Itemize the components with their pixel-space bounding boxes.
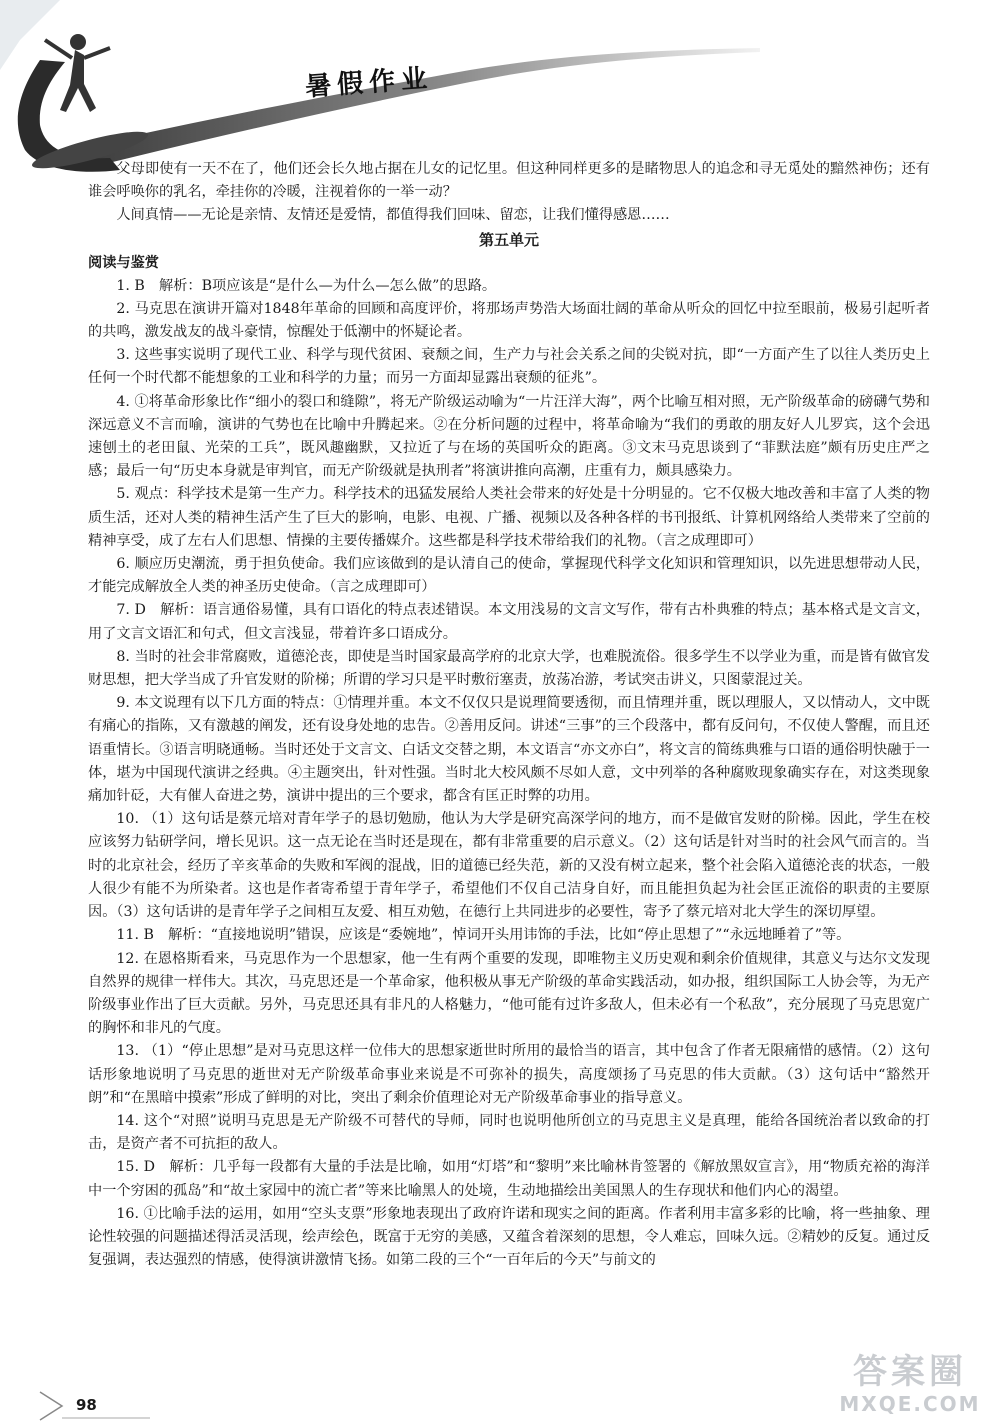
answer-item: 14. 这个“对照”说明马克思是无产阶级不可替代的导师，同时也说明他所创立的马克思主义是真理，能给各国统治者以致命的打击，是资产者不可抗拒的敌人。	[88, 1112, 930, 1153]
answer-item: 3. 这些事实说明了现代工业、科学与现代贫困、衰颓之间，生产力与社会关系之间的尖锐对抗，即“一方面产生了以往人类历史上任何一个时代都不能想象的工业和科学的力量；而另一方面却显露出衰颓的征兆”。	[88, 347, 930, 387]
answer-item: 13. （1）“停止思想”是对马克思这样一位伟大的思想家逝世时所用的最恰当的语言，其中包含了作者无限痛惜的感情。（2）这句话形象地说明了马克思的逝世对无产阶级革命事业来说是不可弥补的损失，高度颂扬了马克思的伟大贡献。（3）这句话中“豁然开朗”和“在黑暗中摸索”形成了鲜明的对比，突出了剩余价值理论对无产阶级革命事业的指导意义。	[88, 1043, 930, 1106]
answer-item: 8. 当时的社会非常腐败，道德沦丧，即使是当时国家最高学府的北京大学，也难脱流俗。很多学生不以学业为重，而是皆有做官发财思想，把大学当成了升官发财的阶梯；所谓的学习只是平时敷衍塞责，放荡冶游，考试突击讲义，只图蒙混过关。	[88, 648, 930, 689]
watermark-logo	[825, 1352, 995, 1424]
watermark-top: 答案圈	[853, 1352, 967, 1392]
answer-item: 6. 顺应历史潮流，勇于担负使命。我们应该做到的是认清自己的使命，掌握现代科学文化知识和管理知识，以先进思想带动人民，才能完成解放全人类的神圣历史使命。（言之成理即可）	[88, 556, 930, 596]
answer-item: 1. B 解析：B项应该是“是什么—为什么—怎么做”的思路。	[116, 277, 497, 294]
answer-item: 10. （1）这句话是蔡元培对青年学子的恳切勉励，他认为大学是研究高深学问的地方，而不是做官发财的阶梯。因此，学生在校应该努力钻研学问，增长见识。这一点无论在当时还是现在，都有非常重要的启示意义。（2）这句话是针对当时的社会风气而言的。当时的北京社会，经历了辛亥革命的失败和军阀的混战，旧的道德已经失范，新的又没有树立起来，整个社会陷入道德沦丧的状态，一般人很少有能不为所染者。这也是作者寄希望于青年学子，希望他们不仅自己洁身自好，而且能担负起为社会匡正流俗的职责的主要原因。（3）这句话讲的是青年学子之间相互友爱、相互劝勉，在德行上共同进步的必要性，寄予了蔡元培对北大学生的深切厚望。	[88, 811, 930, 921]
answer-item: 15. D 解析：几乎每一段都有大量的手法是比喻，如用“灯塔”和“黎明”来比喻林肯签署的《解放黑奴宣言》，用“物质充裕的海洋中一个穷困的孤岛”和“故土家园中的流亡者”等来比喻黑人的处境，生动地描绘出美国黑人的生存现状和他们内心的渴望。	[88, 1159, 930, 1199]
answer-item: 7. D 解析：语言通俗易懂，具有口语化的特点表述错误。本文用浅易的文言文写作，带有古朴典雅的特点；基本格式是文言文，用了文言文语汇和句式，但文言浅显，带着许多口语成分。	[88, 602, 930, 642]
intro-paragraph: 人间真情——无论是亲情、友情还是爱情，都值得我们回味、留恋，让我们懂得感恩……	[116, 207, 670, 224]
page-header	[0, 0, 1000, 175]
answer-content	[88, 158, 930, 1272]
surfer-banner-graphic	[0, 0, 1000, 175]
answer-item: 5. 观点：科学技术是第一生产力。科学技术的迅猛发展给人类社会带来的好处是十分明显的。它不仅极大地改善和丰富了人类的物质生活，还对人类的精神生活产生了巨大的影响，电影、电视、广播、视频以及各种各样的书刊报纸、计算机网络给人类带来了空前的精神享受，成了左右人们思想、情操的主要传播媒介。这些都是科学技术带给我们的礼物。（言之成理即可）	[88, 486, 930, 549]
answer-item: 9. 本文说理有以下几方面的特点：①情理并重。本文不仅仅只是说理简要透彻，而且情理并重，既以理服人，又以情动人，文中既有痛心的指陈，又有激越的阐发，还有设身处地的忠告。②善用反问。讲述“三事”的三个段落中，都有反问句，不仅使人警醒，而且还语重情长。③语言明晓通畅。当时还处于文言文、白话文交替之期，本文语言“亦文亦白”，将文言的简练典雅与口语的通俗明快融于一体，堪为中国现代演讲之经典。④主题突出，针对性强。当时北大校风颇不尽如人意，文中列举的各种腐败现象确实存在，对这类现象痛加针砭，大有催人奋进之势，演讲中提出的三个要求，都含有匡正时弊的功用。	[88, 695, 930, 805]
answer-item: 12. 在恩格斯看来，马克思作为一个思想家，他一生有两个重要的发现，即唯物主义历史观和剩余价值规律，其意义与达尔文发现自然界的规律一样伟大。其次，马克思还是一个革命家，他积极从事无产阶级的革命实践活动，如办报，组织国际工人协会等，为无产阶级事业作出了巨大贡献。另外，马克思还具有非凡的人格魅力，“他可能有过许多敌人，但未必有一个私敌”，充分展现了马克思宽广的胸怀和非凡的气度。	[88, 950, 930, 1037]
section-title: 阅读与鉴赏	[88, 254, 159, 271]
watermark-bottom: MXQE.COM	[839, 1392, 981, 1416]
intro-paragraph: 父母即使有一天不在了，他们还会长久地占据在儿女的记忆里。但这种同样更多的是睹物思人的追念和寻无觅处的黯然神伤；还有谁会呼唤你的乳名，牵挂你的冷暖，注视着你的一举一动？	[88, 161, 930, 201]
unit-title: 第五单元	[478, 230, 539, 249]
answer-item: 4. ①将革命形象比作“细小的裂口和缝隙”，将无产阶级运动喻为“一片汪洋大海”，两个比喻互相对照，无产阶级革命的磅礴气势和深远意义不言而喻，演讲的气势也在比喻中升腾起来。②在分析问题的过程中，将革命喻为“我们的勇敢的朋友好人儿罗宾，这个会迅速刨土的老田鼠、光荣的工兵”，既风趣幽默，又拉近了与在场的英国听众的距离。③文末马克思谈到了“菲默法庭”颇有历史庄严之感；最后一句“历史本身就是审判官，而无产阶级就是执刑者”将演讲推向高潮，庄重有力，颇具感染力。	[88, 393, 930, 480]
page-number: 98	[76, 1396, 97, 1414]
answer-item: 2. 马克思在演讲开篇对1848年革命的回顾和高度评价，将那场声势浩大场面壮阔的革命从听众的回忆中拉至眼前，极易引起听者的共鸣，激发战友的战斗豪情，惊醒处于低潮中的怀疑论者。	[88, 300, 930, 341]
answer-item: 11. B 解析：“直接地说明”错误，应该是“委婉地”，悼词开头用讳饰的手法，比如“停止思想了”“永远地睡着了”等。	[116, 927, 851, 944]
banner-title: 暑假作业	[304, 63, 435, 103]
answer-item: 16. ①比喻手法的运用，如用“空头支票”形象地表现出了政府许诺和现实之间的距离。作者利用丰富多彩的比喻，将一些抽象、理论性较强的问题描述得活灵活现，绘声绘色，既富于无穷的美感，又蕴含着深刻的思想，令人难忘，回味久远。②精妙的反复。通过反复强调，表达强烈的情感，使得演讲激情飞扬。如第二段的三个“一百年后的今天”与前文的	[88, 1205, 930, 1269]
